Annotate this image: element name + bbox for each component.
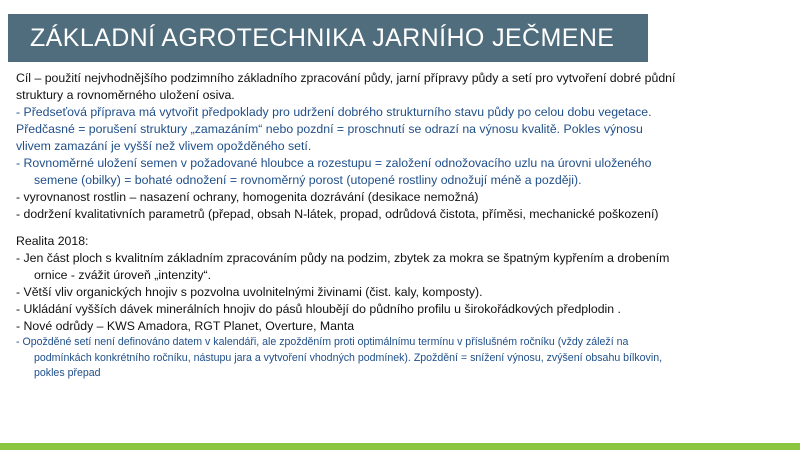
text-line-19: pokles přepad: [34, 367, 101, 379]
text-line-1: Cíl – použití nejvhodnějšího podzimního základního zpracování půdy, jarní přípravy půdy a setí pro vytvoření dobré půdní: [16, 71, 676, 85]
slide-body: [16, 70, 788, 382]
text-line-16: - Nové odrůdy – KWS Amadora, RGT Planet, Overture, Manta: [16, 319, 355, 333]
text-line-13: ornice - zvážit úroveň „intenzity“.: [34, 268, 212, 282]
text-line-18: podmínkách konkrétního ročníku, nástupu jara a vytvoření vhodných podmínek). Zpoždění = snížení výnosu, zvýšení obsahu bílkovin,: [34, 351, 663, 364]
text-line-5: vlivem zamazání je vyšší než vlivem opožděného setí.: [16, 139, 312, 153]
text-line-11: Realita 2018:: [16, 234, 89, 248]
text-line-8: - vyrovnanost rostlin – nasazení ochrany, homogenita dozrávání (desikace nemožná): [16, 190, 479, 204]
text-line-12: - Jen část ploch s kvalitním základním zpracováním půdy na podzim, zbytek za mokra se špatným kypřením a drobením: [16, 251, 670, 265]
text-line-9: - dodržení kvalitativních parametrů (přepad, obsah N-látek, propad, odrůdová čistota, příměsi, mechanické poškození): [16, 207, 659, 221]
text-line-3: - Předseťová příprava má vytvořit předpoklady pro udržení dobrého strukturního stavu půdy po celou dobu vegetace.: [16, 105, 652, 119]
text-line-4: Předčasné = porušení struktury „zamazáním“ nebo pozdní = proschnutí se odrazí na výnosu kvalitě. Pokles výnosu: [16, 122, 643, 136]
text-line-10: [16, 223, 788, 233]
text-line-6: - Rovnoměrné uložení semen v požadované hloubce a rozestupu = založení odnožovacího uzlu na úrovni uloženého: [16, 156, 652, 170]
text-line-7: semene (obilky) = bohaté odnožení = rovnoměrný porost (utopené rostliny odnožují méně a později).: [34, 173, 582, 187]
text-line-17: - Opožděné setí není definováno datem v kalendáři, ale zpožděním proti optimálnímu termínu v příslušném ročníku (vždy záleží na: [16, 336, 629, 348]
footer-accent-bar: [0, 443, 800, 450]
title-banner: [8, 14, 648, 62]
text-line-2: struktury a rovnoměrného uložení osiva.: [16, 88, 235, 102]
text-line-15: - Ukládání vyšších dávek minerálních hnojiv do pásů hloubějí do půdního profilu u širokořádkových předplodin .: [16, 302, 621, 316]
text-line-14: - Větší vliv organických hnojiv s pozvolna uvolnitelnými živinami (čist. kaly, komposty).: [16, 285, 483, 299]
slide-title: ZÁKLADNÍ AGROTECHNIKA JARNÍHO JEČMENE: [30, 23, 615, 52]
